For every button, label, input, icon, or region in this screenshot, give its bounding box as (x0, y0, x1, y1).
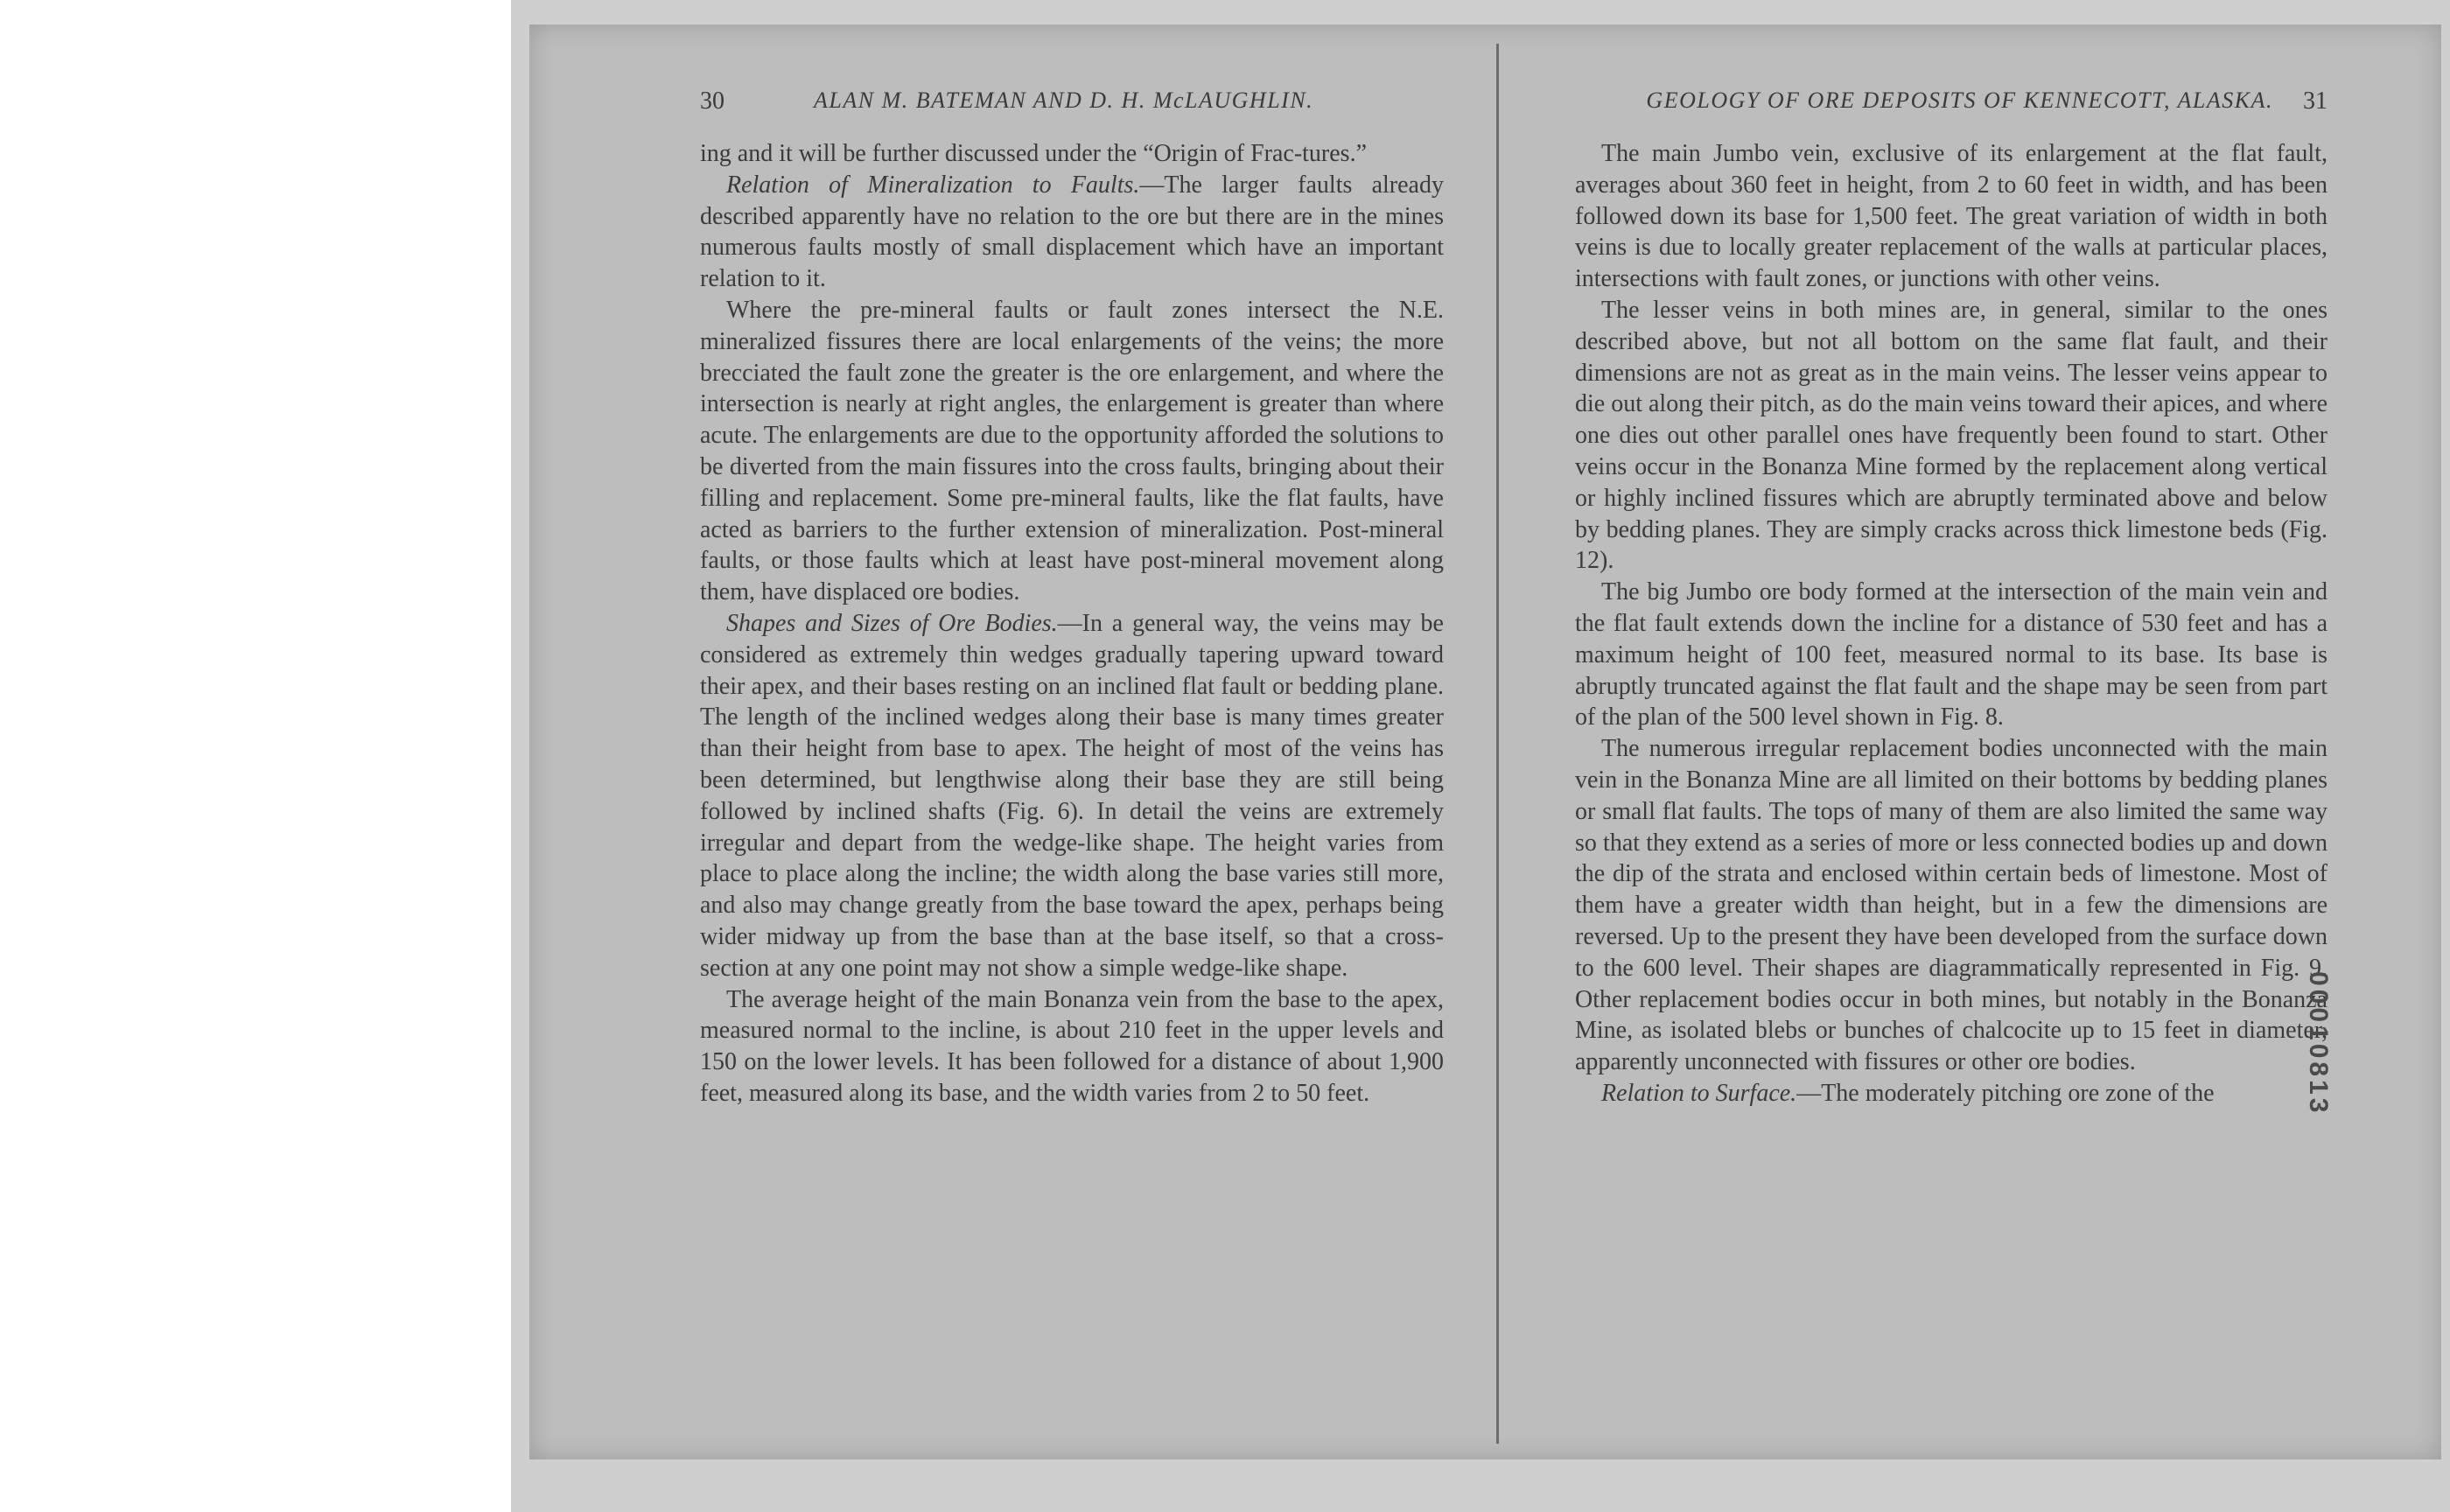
paragraph: The lesser veins in both mines are, in general, similar to the ones described above, but not all bottom on the same flat fault, and their dimensions are not as great as in the main veins. The lesser veins appear to die out along their pitch, as do the main veins toward their apices, and where one dies out other parallel ones have frequently been found to start. Other veins occur in the Bonanza Mine formed by the replacement along vertical or highly inclined fissures which are abruptly terminated above and below by bedding planes. They are simply cracks across thick limestone beds (Fig. 12). (1575, 296, 2328, 575)
left-page-body (700, 138, 1444, 1110)
paragraph: The numerous irregular replacement bodies unconnected with the main vein in the Bonanza Mine are all limited on their bottoms by bedding planes or small flat faults. The tops of many of them are also limited the same way so that they extend as a series of more or less connected bodies up and down the dip of the strata and enclosed within certain beds of limestone. Most of them have a greater width than height, but in a few the dimensions are reversed. Up to the present they have been developed from the surface down to the 600 level. Their shapes are diagrammatically represented in Fig. 9. Other replacement bodies occur in both mines, but notably in the Bonanza Mine, as isolated blebs or bunches of chalcocite up to 15 feet in diameter, apparently unconnected with fissures or other ore bodies. (1575, 735, 2328, 1076)
section-heading: Relation of Mineralization to Faults. (726, 171, 1140, 199)
section-heading: Shapes and Sizes of Ore Bodies. (726, 609, 1058, 637)
left-page-number: 30 (700, 88, 724, 115)
page-gutter (1496, 44, 1499, 1444)
paragraph: Relation to Surface.—The moderately pitching ore zone of the (1601, 1079, 2215, 1107)
paragraph: Relation of Mineralization to Faults.—The larger faults already described apparently have no relation to the ore but there are in the mines numerous faults mostly of small displacement which have an important relation to it. (700, 171, 1444, 293)
paragraph: The main Jumbo vein, exclusive of its enlargement at the flat fault, averages about 360 feet in height, from 2 to 60 feet in width, and has been followed down its base for 1,500 feet. The great variation of width in both veins is due to locally greater replacement of the walls at particular places, intersections with fault zones, or junctions with other veins. (1575, 140, 2328, 293)
right-running-head (1575, 88, 2328, 122)
paragraph: ing and it will be further discussed under the “Origin of Frac-tures.” (700, 140, 1368, 167)
right-page-body (1575, 138, 2328, 1110)
right-page-number: 31 (2303, 88, 2328, 115)
section-heading: Relation to Surface. (1601, 1079, 1797, 1107)
paragraph: The big Jumbo ore body formed at the intersection of the main vein and the flat fault extends down the incline for a distance of 530 feet and has a maximum height of 100 feet, measured normal to its base. Its base is abruptly truncated against the flat fault and the shape may be seen from part of the plan of the 500 level shown in Fig. 8. (1575, 578, 2328, 732)
archive-stamp-number: 00010813 (2304, 971, 2333, 1116)
left-running-head-text: ALAN M. BATEMAN AND D. H. McLAUGHLIN. (814, 88, 1314, 113)
left-running-head (700, 88, 1444, 122)
right-running-head-text: GEOLOGY OF ORE DEPOSITS OF KENNECOTT, ALASKA. (1646, 88, 2273, 113)
paragraph: Where the pre-mineral faults or fault zones intersect the N.E. mineralized fissures there are local enlargements of the veins; the more brecciated the fault zone the greater is the ore enlargement, and where the intersection is nearly at right angles, the enlargement is greater than where acute. The enlargements are due to the opportunity afforded the solutions to be diverted from the main fissures into the cross faults, bringing about their filling and replacement. Some pre-mineral faults, like the flat faults, have acted as barriers to the further extension of mineralization. Post-mineral faults, or those faults which at least have post-mineral movement along them, have displaced ore bodies. (700, 296, 1444, 606)
paragraph: Shapes and Sizes of Ore Bodies.—In a general way, the veins may be considered as extremely thin wedges gradually tapering upward toward their apex, and their bases resting on an inclined flat fault or bedding plane. The length of the inclined wedges along their base is many times greater than their height from base to apex. The height of most of the veins has been determined, but lengthwise along their base they are still being followed by inclined shafts (Fig. 6). In detail the veins are extremely irregular and depart from the wedge-like shape. The height varies from place to place along the incline; the width along the base varies still more, and also may change greatly from the base toward the apex, perhaps being wider midway up from the base than at the base itself, so that a cross-section at any one point may not show a simple wedge-like shape. (700, 609, 1444, 982)
paragraph: The average height of the main Bonanza vein from the base to the apex, measured normal to the incline, is about 210 feet in the upper levels and 150 on the lower levels. It has been followed for a distance of about 1,900 feet, measured along its base, and the width varies from 2 to 50 feet. (700, 985, 1444, 1107)
